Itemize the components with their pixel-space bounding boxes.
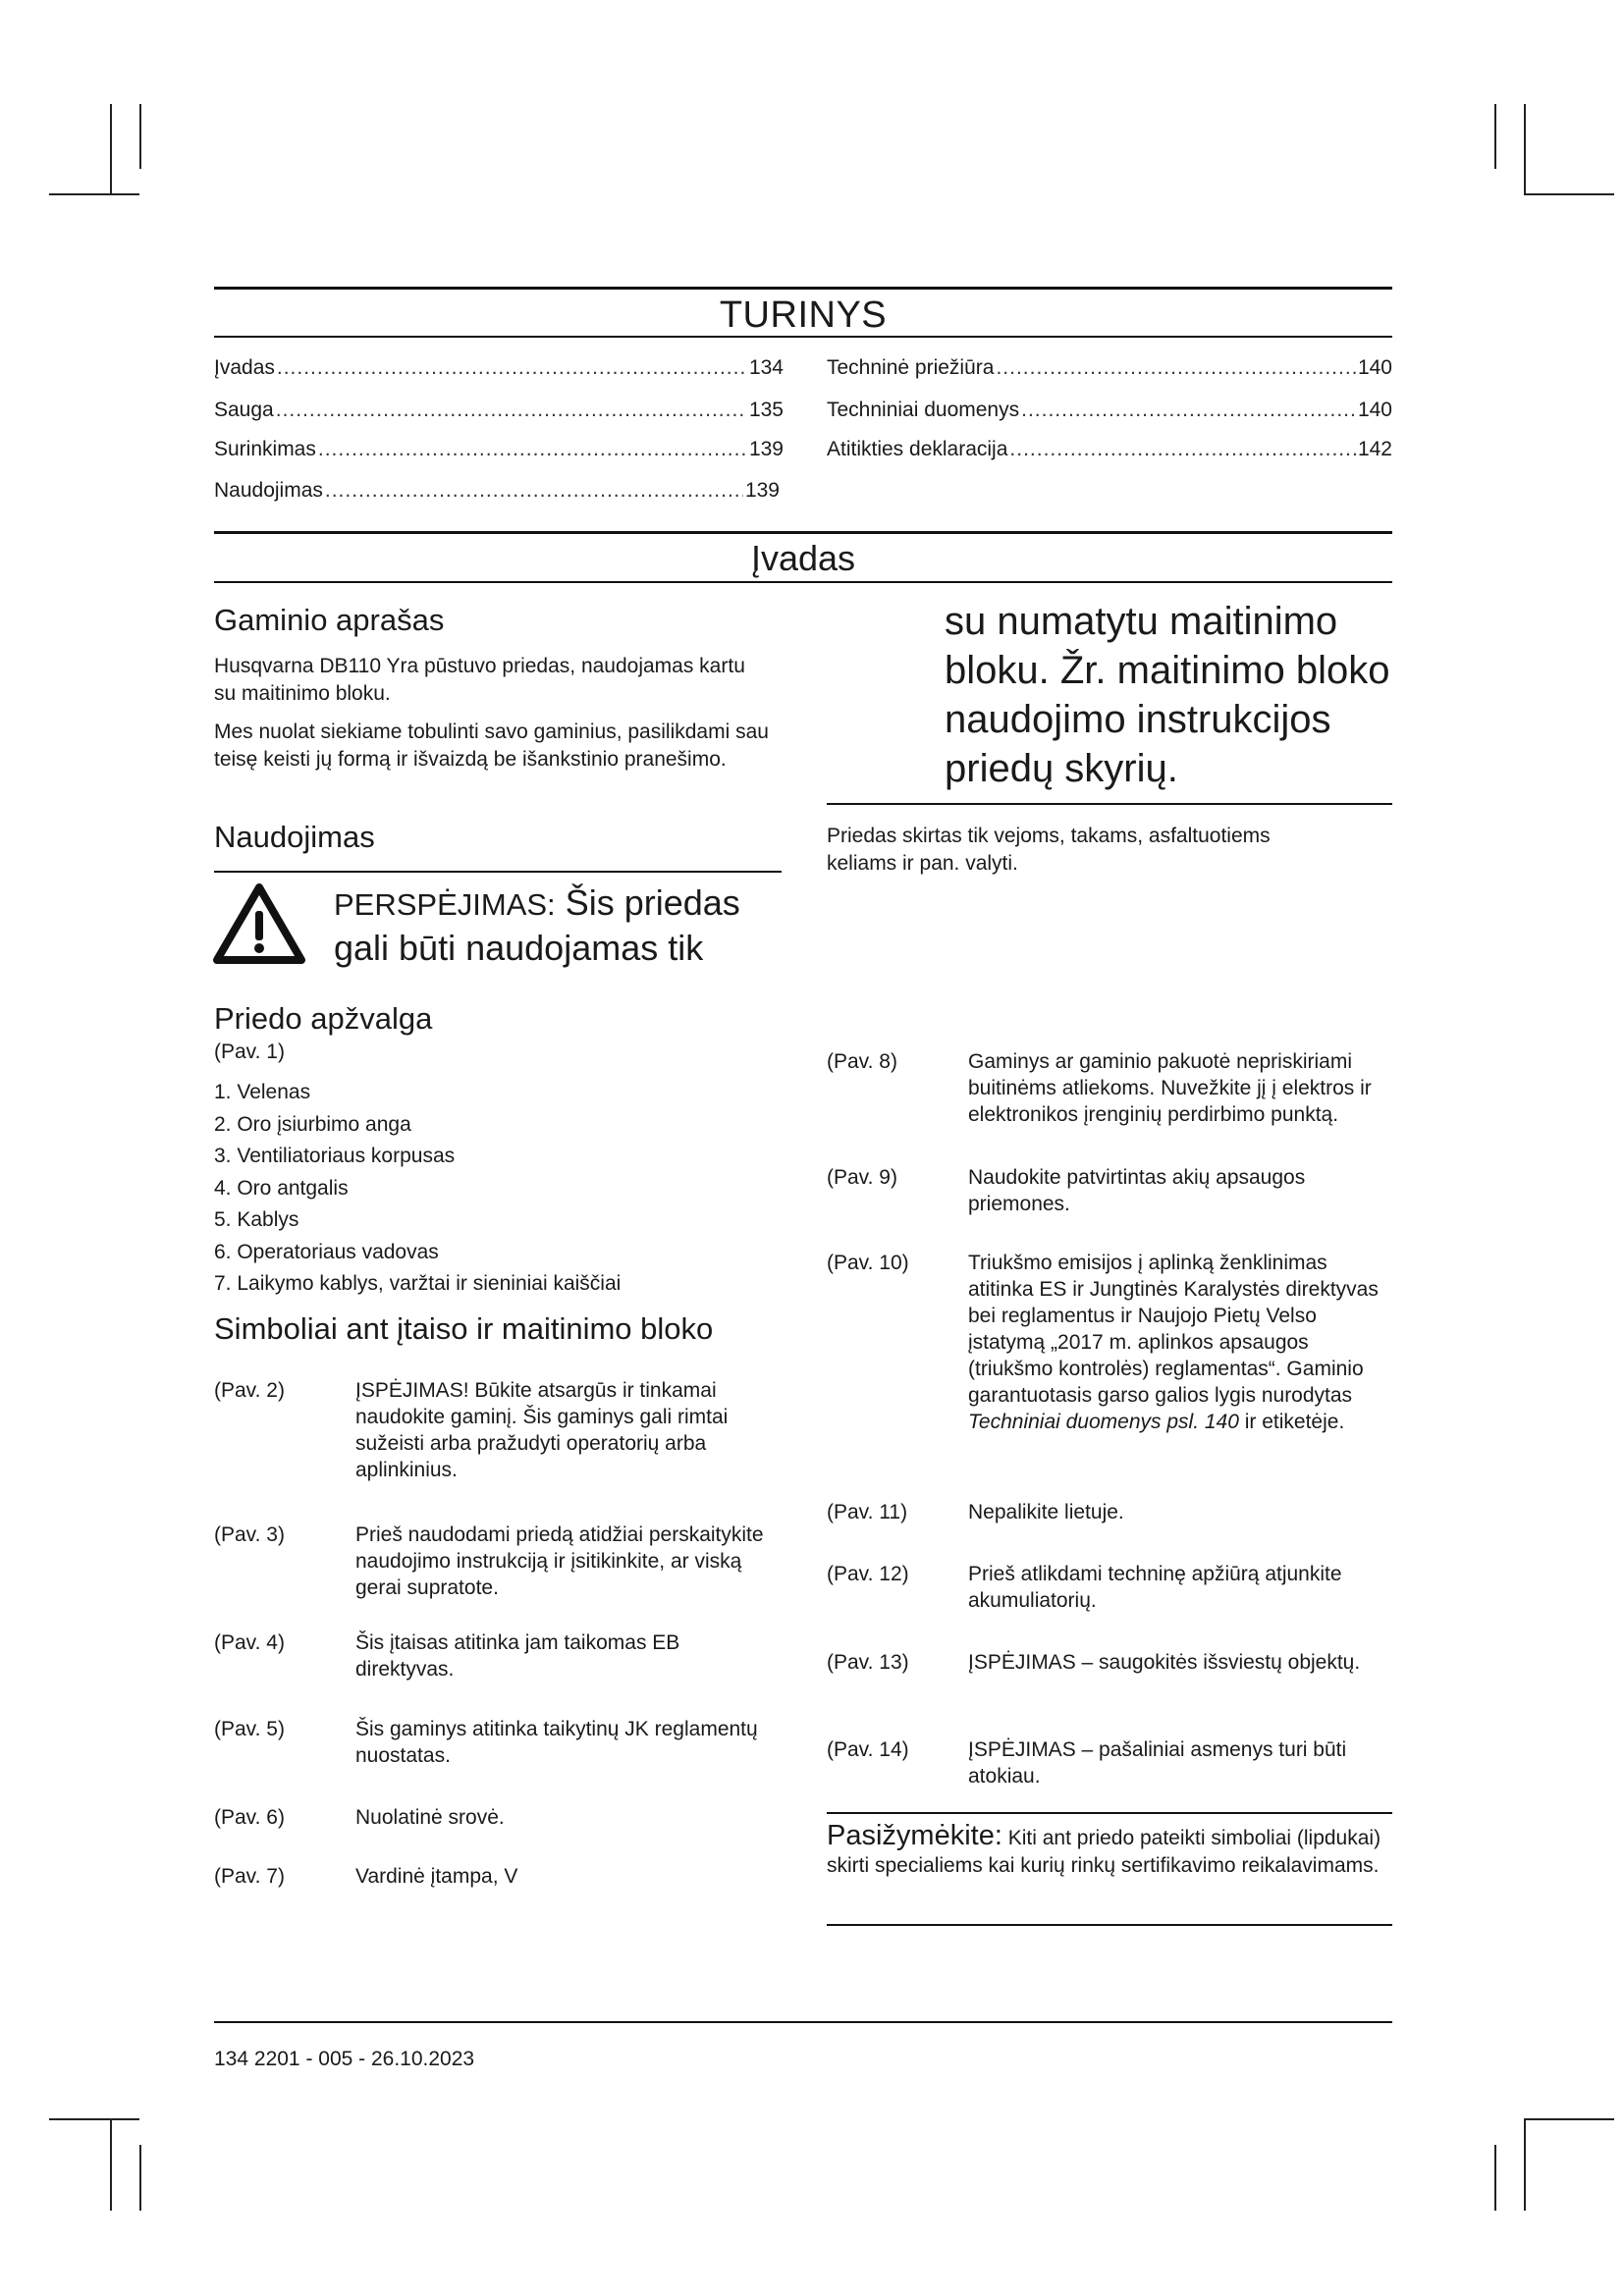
symbol-entry xyxy=(214,1804,784,1831)
warning-block xyxy=(334,881,795,970)
symbol-description: Nuolatinė srovė. xyxy=(355,1806,505,1829)
toc-entry-label: Naudojimas xyxy=(214,479,323,502)
divider xyxy=(214,2021,1392,2023)
symbol-figure-ref: (Pav. 4) xyxy=(214,1631,285,1654)
symbol-entry xyxy=(214,1863,784,1890)
crop-mark xyxy=(49,193,139,195)
crop-mark xyxy=(49,2118,139,2120)
list-item: 3. Ventiliatoriaus korpusas xyxy=(214,1145,456,1167)
page-number: 134 xyxy=(214,2048,249,2070)
divider xyxy=(214,531,1392,534)
crop-mark xyxy=(110,2120,112,2211)
toc-entry-page: 134 xyxy=(748,356,784,379)
overview-list xyxy=(214,1077,803,1301)
toc-entry-label: Sauga xyxy=(214,399,274,421)
crop-mark xyxy=(1524,193,1614,195)
divider xyxy=(214,287,1392,290)
crop-mark xyxy=(1494,2145,1496,2211)
section-title: Įvadas xyxy=(750,538,856,578)
toc-entry[interactable] xyxy=(214,437,784,462)
warning-icon xyxy=(212,881,306,966)
symbol-figure-ref: (Pav. 3) xyxy=(214,1523,285,1546)
symbol-description: Naudokite patvirtintas akių apsaugos priemones. xyxy=(968,1166,1306,1215)
toc-entry-page: 139 xyxy=(744,479,780,502)
warning-continuation: su numatytu maitinimo bloku. Žr. maitinimo bloko naudojimo instrukcijos priedų skyrių. xyxy=(945,600,1390,790)
toc-entry-label: Techninė priežiūra xyxy=(827,356,995,379)
symbol-figure-ref: (Pav. 12) xyxy=(827,1563,909,1585)
list-item: 5. Kablys xyxy=(214,1208,299,1231)
note-text: Kiti ant priedo pateikti simboliai (lipdukai) skirti specialiems kai kurių rinkų sertifikavimo reikalavimams. xyxy=(827,1827,1381,1877)
divider xyxy=(827,1924,1392,1926)
note-label: Pasižymėkite: xyxy=(827,1820,1002,1851)
divider xyxy=(214,336,1392,338)
symbol-entry xyxy=(214,1716,784,1769)
crop-mark xyxy=(1524,2120,1526,2211)
toc-entry[interactable] xyxy=(214,355,784,381)
toc-entry[interactable] xyxy=(214,398,784,423)
divider xyxy=(214,871,782,873)
symbol-description: Gaminys ar gaminio pakuotė nepriskiriami buitinėms atliekoms. Nuvežkite jį į elektros ir elektronikos įrenginių perdirbimo punktą. xyxy=(968,1050,1372,1126)
product-paragraph: Husqvarna DB110 Yra pūstuvo priedas, naudojamas kartu su maitinimo bloku. xyxy=(214,655,745,705)
cross-reference-link[interactable]: Techniniai duomenys psl. 140 xyxy=(968,1411,1239,1433)
toc-entry-page: 139 xyxy=(748,438,784,460)
divider xyxy=(214,581,1392,583)
product-heading: Gaminio aprašas xyxy=(214,603,445,637)
symbol-description: ĮSPĖJIMAS – saugokitės išsviestų objektų. xyxy=(968,1651,1361,1674)
toc-entry-page: 142 xyxy=(1357,438,1392,460)
overview-figure-ref: (Pav. 1) xyxy=(214,1041,285,1063)
symbol-description: Nepalikite lietuje. xyxy=(968,1501,1124,1523)
symbol-description: ĮSPĖJIMAS! Būkite atsargūs ir tinkamai naudokite gaminį. Šis gaminys gali rimtai sužeisti arba pražudyti operatorių arba aplinkinius. xyxy=(355,1379,729,1481)
symbol-description: Šis įtaisas atitinka jam taikomas EB direktyvas. xyxy=(355,1631,680,1681)
symbol-figure-ref: (Pav. 13) xyxy=(827,1651,909,1674)
crop-mark xyxy=(1524,2118,1614,2120)
product-paragraph: Mes nuolat siekiame tobulinti savo gaminius, pasilikdami sau teisę keisti jų formą ir išvaizdą be išankstinio pranešimo. xyxy=(214,721,769,771)
symbol-figure-ref: (Pav. 11) xyxy=(827,1501,908,1523)
usage-heading: Naudojimas xyxy=(214,820,375,854)
note-block xyxy=(827,1822,1392,1880)
symbol-description: Prieš atlikdami techninę apžiūrą atjunkite akumuliatorių. xyxy=(968,1563,1342,1612)
crop-mark xyxy=(139,104,141,169)
toc-entry[interactable] xyxy=(827,355,1392,381)
symbols-heading: Simboliai ant įtaiso ir maitinimo bloko xyxy=(214,1311,714,1346)
overview-heading: Priedo apžvalga xyxy=(214,1001,433,1036)
symbol-description: Triukšmo emisijos į aplinką ženklinimas atitinka ES ir Jungtinės Karalystės direktyvas bei reglamentus ir Naujojo Pietų Velso įstatymą „2017 m. aplinkos apsaugos (triukšmo kontrolės) reglamentas“. Gaminio garantuotasis garso galios lygis nurodytas xyxy=(968,1252,1379,1407)
toc-entry-page: 140 xyxy=(1357,399,1392,421)
symbol-figure-ref: (Pav. 6) xyxy=(214,1806,285,1829)
symbol-entry xyxy=(214,1629,784,1682)
list-item: 2. Oro įsiurbimo anga xyxy=(214,1112,411,1136)
symbol-description: ir etiketėje. xyxy=(1238,1411,1345,1433)
toc-title: TURINYS xyxy=(719,294,888,336)
toc-entry-label: Techniniai duomenys xyxy=(827,399,1020,421)
crop-mark xyxy=(1524,104,1526,193)
toc-entry[interactable] xyxy=(827,437,1392,462)
symbol-entry xyxy=(827,1736,1392,1789)
toc-entry[interactable] xyxy=(827,398,1392,423)
symbol-figure-ref: (Pav. 8) xyxy=(827,1050,897,1073)
symbol-entry xyxy=(827,1561,1392,1614)
toc-entry-label: Įvadas xyxy=(214,356,275,379)
toc-entry-page: 135 xyxy=(748,399,784,421)
symbol-figure-ref: (Pav. 10) xyxy=(827,1252,909,1274)
crop-mark xyxy=(1494,104,1496,169)
toc-entry-label: Atitikties deklaracija xyxy=(827,438,1008,460)
symbol-entry xyxy=(214,1377,784,1483)
symbol-figure-ref: (Pav. 5) xyxy=(214,1718,285,1740)
symbol-description: ĮSPĖJIMAS – pašaliniai asmenys turi būti atokiau. xyxy=(968,1738,1347,1788)
divider xyxy=(827,1812,1392,1814)
toc-entry[interactable] xyxy=(214,478,780,504)
symbol-entry xyxy=(827,1164,1392,1217)
symbol-description: Prieš naudodami priedą atidžiai perskaitykite naudojimo instrukciją ir įsitikinkite, ar viską gerai supratote. xyxy=(355,1523,764,1599)
divider xyxy=(827,803,1392,805)
page-footer xyxy=(214,2048,474,2071)
symbol-entry xyxy=(827,1250,1392,1435)
symbol-description: Vardinė įtampa, V xyxy=(355,1865,518,1888)
crop-mark xyxy=(139,2145,141,2211)
toc-entry-label: Surinkimas xyxy=(214,438,316,460)
list-item: 6. Operatoriaus vadovas xyxy=(214,1240,439,1263)
symbol-figure-ref: (Pav. 2) xyxy=(214,1379,285,1402)
list-item: 4. Oro antgalis xyxy=(214,1176,349,1200)
symbol-entry xyxy=(827,1499,1392,1525)
document-id: 2201 - 005 - 26.10.2023 xyxy=(253,2048,475,2070)
toc-entry-page: 140 xyxy=(1357,356,1392,379)
symbol-figure-ref: (Pav. 9) xyxy=(827,1166,897,1189)
usage-note: Priedas skirtas tik vejoms, takams, asfaltuotiems keliams ir pan. valyti. xyxy=(827,825,1271,875)
warning-label: PERSPĖJIMAS: xyxy=(334,887,556,922)
symbol-figure-ref: (Pav. 14) xyxy=(827,1738,909,1761)
symbol-description: Šis gaminys atitinka taikytinų JK reglamentų nuostatas. xyxy=(355,1718,758,1767)
symbol-entry xyxy=(827,1048,1392,1128)
symbol-entry xyxy=(214,1522,784,1601)
symbol-entry xyxy=(827,1649,1392,1676)
crop-mark xyxy=(110,104,112,193)
symbol-figure-ref: (Pav. 7) xyxy=(214,1865,285,1888)
list-item: 7. Laikymo kablys, varžtai ir sieniniai kaiščiai xyxy=(214,1272,622,1295)
warning-text: Šis priedas gali būti naudojamas tik xyxy=(334,882,740,968)
list-item: 1. Velenas xyxy=(214,1081,311,1103)
